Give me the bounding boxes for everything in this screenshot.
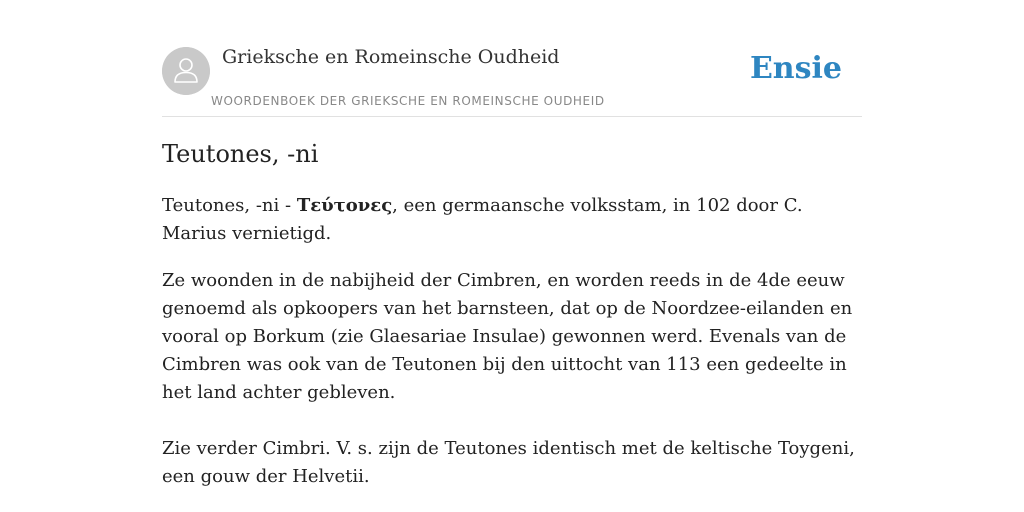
intro-term: Teutones, -ni - — [162, 195, 292, 216]
entry-page — [162, 0, 862, 512]
source-header — [162, 0, 862, 117]
entry-intro — [162, 192, 862, 248]
source-title[interactable]: Grieksche en Romeinsche Oudheid — [222, 46, 560, 68]
intro-rest: , een germaansche volksstam, in 102 door C. Marius vernietigd. — [162, 195, 803, 244]
entry-paragraph-2: Ze woonden in de nabijheid der Cimbren, en worden reeds in de 4de eeuw genoemd als opkoopers van het barnsteen, dat op de Noordzee-eilanden en vooral op Borkum (zie Glaesariae Insulae) gewonnen werd. Evenals van de Cimbren was ook van de Teutonen bij den uittocht van 113 een gedeelte in het land achter gebleven. — [162, 270, 853, 403]
entry-title: Teutones, -ni — [162, 140, 319, 168]
brand-logo[interactable]: Ensie — [749, 51, 842, 86]
user-icon[interactable] — [162, 47, 210, 95]
greek-term: Τεύτονες — [296, 195, 393, 216]
source-subtitle: WOORDENBOEK DER GRIEKSCHE EN ROMEINSCHE OUDHEID — [211, 94, 605, 108]
entry-paragraph-3: Zie verder Cimbri. V. s. zijn de Teutones identisch met de keltische Toygeni, een gouw der Helvetii. — [162, 438, 855, 487]
